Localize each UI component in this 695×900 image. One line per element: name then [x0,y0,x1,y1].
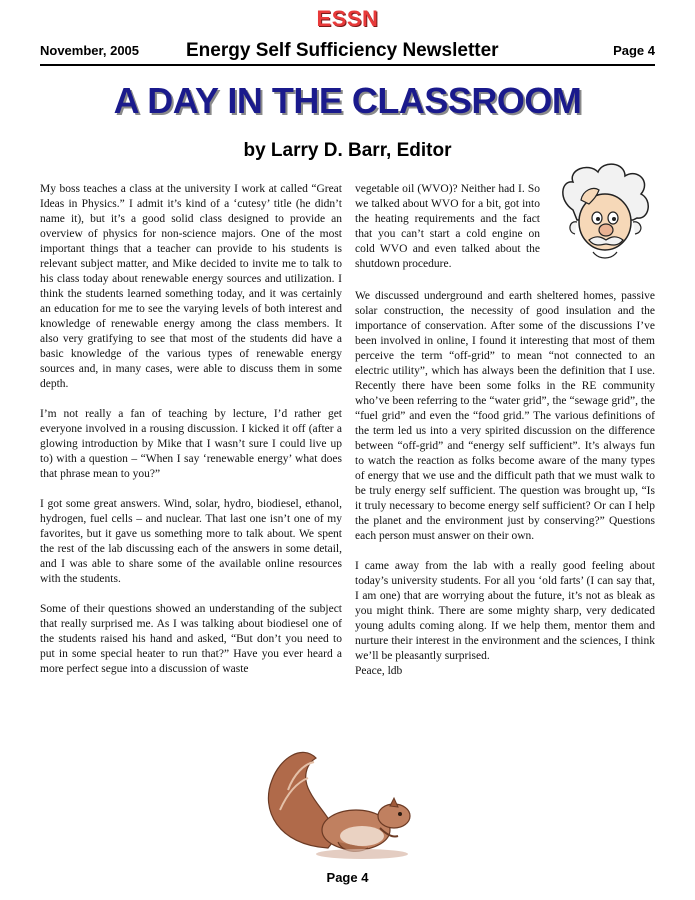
article-byline: by Larry D. Barr, Editor [243,140,452,161]
right-column-top [355,182,540,287]
signoff: Peace, ldb [355,665,403,677]
squirrel-illustration-icon [258,730,438,865]
masthead-row [40,40,655,62]
left-column [40,182,342,692]
paragraph: My boss teaches a class at the university I work at called “Great Ideas in Physics.” I admit it’s kind of a ‘cutesy’ title (he didn’t name it), but it’s a good solid class designed to provide an overview of physics for non-science majors. One of the most important things that a teacher can provide to his students is relevant subject matter, and Mike decided to invite me to talk to his class today about renewable energy sources and utilization. I think the students learned something today, and it was certainly an education for me to see the varying levels of both interest and knowledge of renewable energy among the class members. It also very gratifying to see that most of the students did have a basic knowledge of the various types of renewable energy sources and, in many cases, were able to discuss them in some depth. [40,183,342,390]
header-divider [40,64,655,66]
article-headline: A DAY IN THE CLASSROOM [113,80,582,121]
paragraph: vegetable oil (WVO)? Neither had I. So we talked about WVO for a bit, got into the heating requirements and the fact that you can’t start a cold engine on cold WVO and even talked about the shutdown procedure. [355,183,540,270]
paragraph: I got some great answers. Wind, solar, hydro, biodiesel, ethanol, hydrogen, fuel cells – and nuclear. That last one isn’t one of my favorites, but it gave us something more to talk about. We spent the rest of the lab discussing each of the answers in some detail, and I was able to share some of the available online resources with the students. [40,498,342,585]
footer-page-number: Page 4 [326,870,369,885]
newsletter-title: Energy Self Sufficiency Newsletter [186,40,499,61]
issue-date: November, 2005 [40,43,140,58]
right-column [355,289,655,679]
paragraph: We discussed underground and earth sheltered homes, passive solar construction, the necessity of good insulation and the importance of conservation. After some of the discussions I’ve been involved in online, I found it interesting that most of them perceive the term “off-grid” to mean “not connected to an electric utility”, which has always been the definition that I use. Recently there have been some folks in the RE community who’ve been referring to the “water grid”, the “sewage grid”, the “fuel grid” and even the “food grid.” The various definitions of the term led us into a very spirited discussion on the difference between “off-grid” and “energy self sufficient”. It’s always fun to watch the reaction as folks become aware of the many types of energy that we use and the difficult path that we must walk to be truly energy self sufficient. The question was brought up, “Is it truly necessary to become energy self sufficient? Or can I help the planet and the environment just by conserving?” Questions each person must answer on their own. [355,290,655,542]
essn-logo: ESSN [316,6,379,31]
professor-cartoon-icon [553,160,658,280]
paragraph: Some of their questions showed an understanding of the subject that really surprised me. As I was talking about biodiesel one of the students raised his hand and asked, “But don’t you need to put in some special heater to run that?” Have you ever heard a more perfect segue into a discussion of waste [40,603,342,675]
header-page-number: Page 4 [613,43,655,58]
paragraph: I’m not really a fan of teaching by lecture, I’d rather get everyone involved in a rousing discussion. I kicked it off (after a glowing introduction by Mike that I wasn’t sure I could live up to) with a question – “When I say ‘renewable energy’ what does that phrase mean to you?” [40,408,342,480]
paragraph: I came away from the lab with a really good feeling about today’s university students. For all you ‘old farts’ (I can say that, I am one) that are worrying about the future, it’s not as bleak as you might think. There are some mighty sharp, very dedicated young adults coming along. If we help them, mentor them and nurture their interest in the environment and the sciences, I think we’ll be pleasantly surprised. [355,560,655,662]
